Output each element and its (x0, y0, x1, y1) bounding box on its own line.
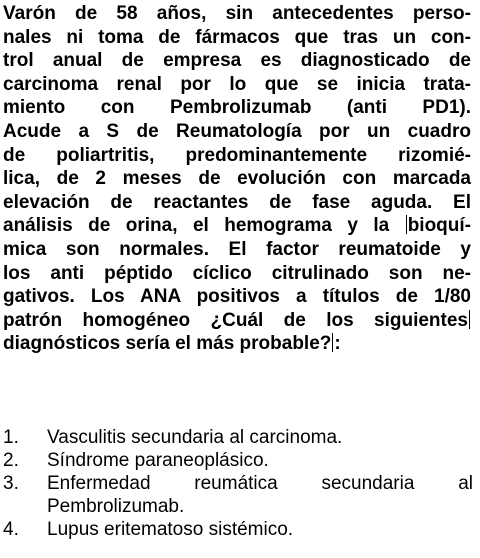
stem-line: gativos. Los ANA positivos a títulos de 1/80 (3, 286, 471, 308)
stem-line: Varón de 58 años, sin antecedentes perso- (3, 3, 471, 24)
option-number: 4. (3, 519, 19, 540)
option-number: 3. (3, 473, 19, 494)
stem-line: nales ni toma de fármacos que tras un con- (3, 26, 471, 48)
stem-line: los anti péptido cíclico citrulinado son ne- (3, 262, 471, 284)
option-text: Vasculitis secundaria al carcinoma. (47, 427, 343, 448)
option-number: 2. (3, 450, 19, 471)
stem-line: lica, de 2 meses de evolución con marcada (3, 168, 471, 190)
stem-line-with-cursor: diagnósticos sería el más probable? : (3, 333, 341, 355)
answer-option-1[interactable] (3, 426, 473, 449)
answer-option-3[interactable] (3, 472, 473, 518)
option-text: Lupus eritematoso sistémico. (47, 519, 294, 540)
stem-line: miento con Pembrolizumab (anti PD1). (3, 97, 471, 119)
answer-option-4[interactable] (3, 518, 473, 541)
stem-line-with-cursor (3, 309, 471, 333)
option-number: 1. (3, 427, 19, 448)
text-cursor-icon (469, 310, 470, 329)
option-text-line-1: Enfermedad reumática secundaria al (47, 473, 473, 494)
stem-line-with-cursor (3, 214, 471, 238)
text-cursor-icon (332, 333, 333, 352)
stem-line-end: bioquí- (407, 215, 471, 237)
stem-line: elevación de reactantes de fase aguda. El (3, 191, 471, 213)
text-cursor-icon (406, 215, 407, 234)
stem-line: mica son normales. El factor reumatoide y (3, 238, 471, 260)
stem-line: trol anual de empresa es diagnosticado de (3, 50, 471, 72)
stem-line-start: análisis de orina, el hemograma y la (3, 215, 405, 237)
stem-line-text: diagnósticos sería el más probable? (3, 333, 332, 355)
stem-line-text: patrón homogéneo ¿Cuál de los siguientes (3, 309, 468, 331)
stem-line: carcinoma renal por lo que se inicia trata- (3, 73, 471, 95)
question-stem (3, 2, 471, 356)
option-text: Síndrome paraneoplásico. (47, 450, 269, 471)
answer-options (3, 426, 473, 541)
option-text-line-2: Pembrolizumab. (47, 496, 185, 517)
stem-line: de poliartritis, predominantemente rizomié- (3, 144, 471, 166)
answer-option-2[interactable] (3, 449, 473, 472)
stem-line: Acude a S de Reumatología por un cuadro (3, 120, 471, 142)
